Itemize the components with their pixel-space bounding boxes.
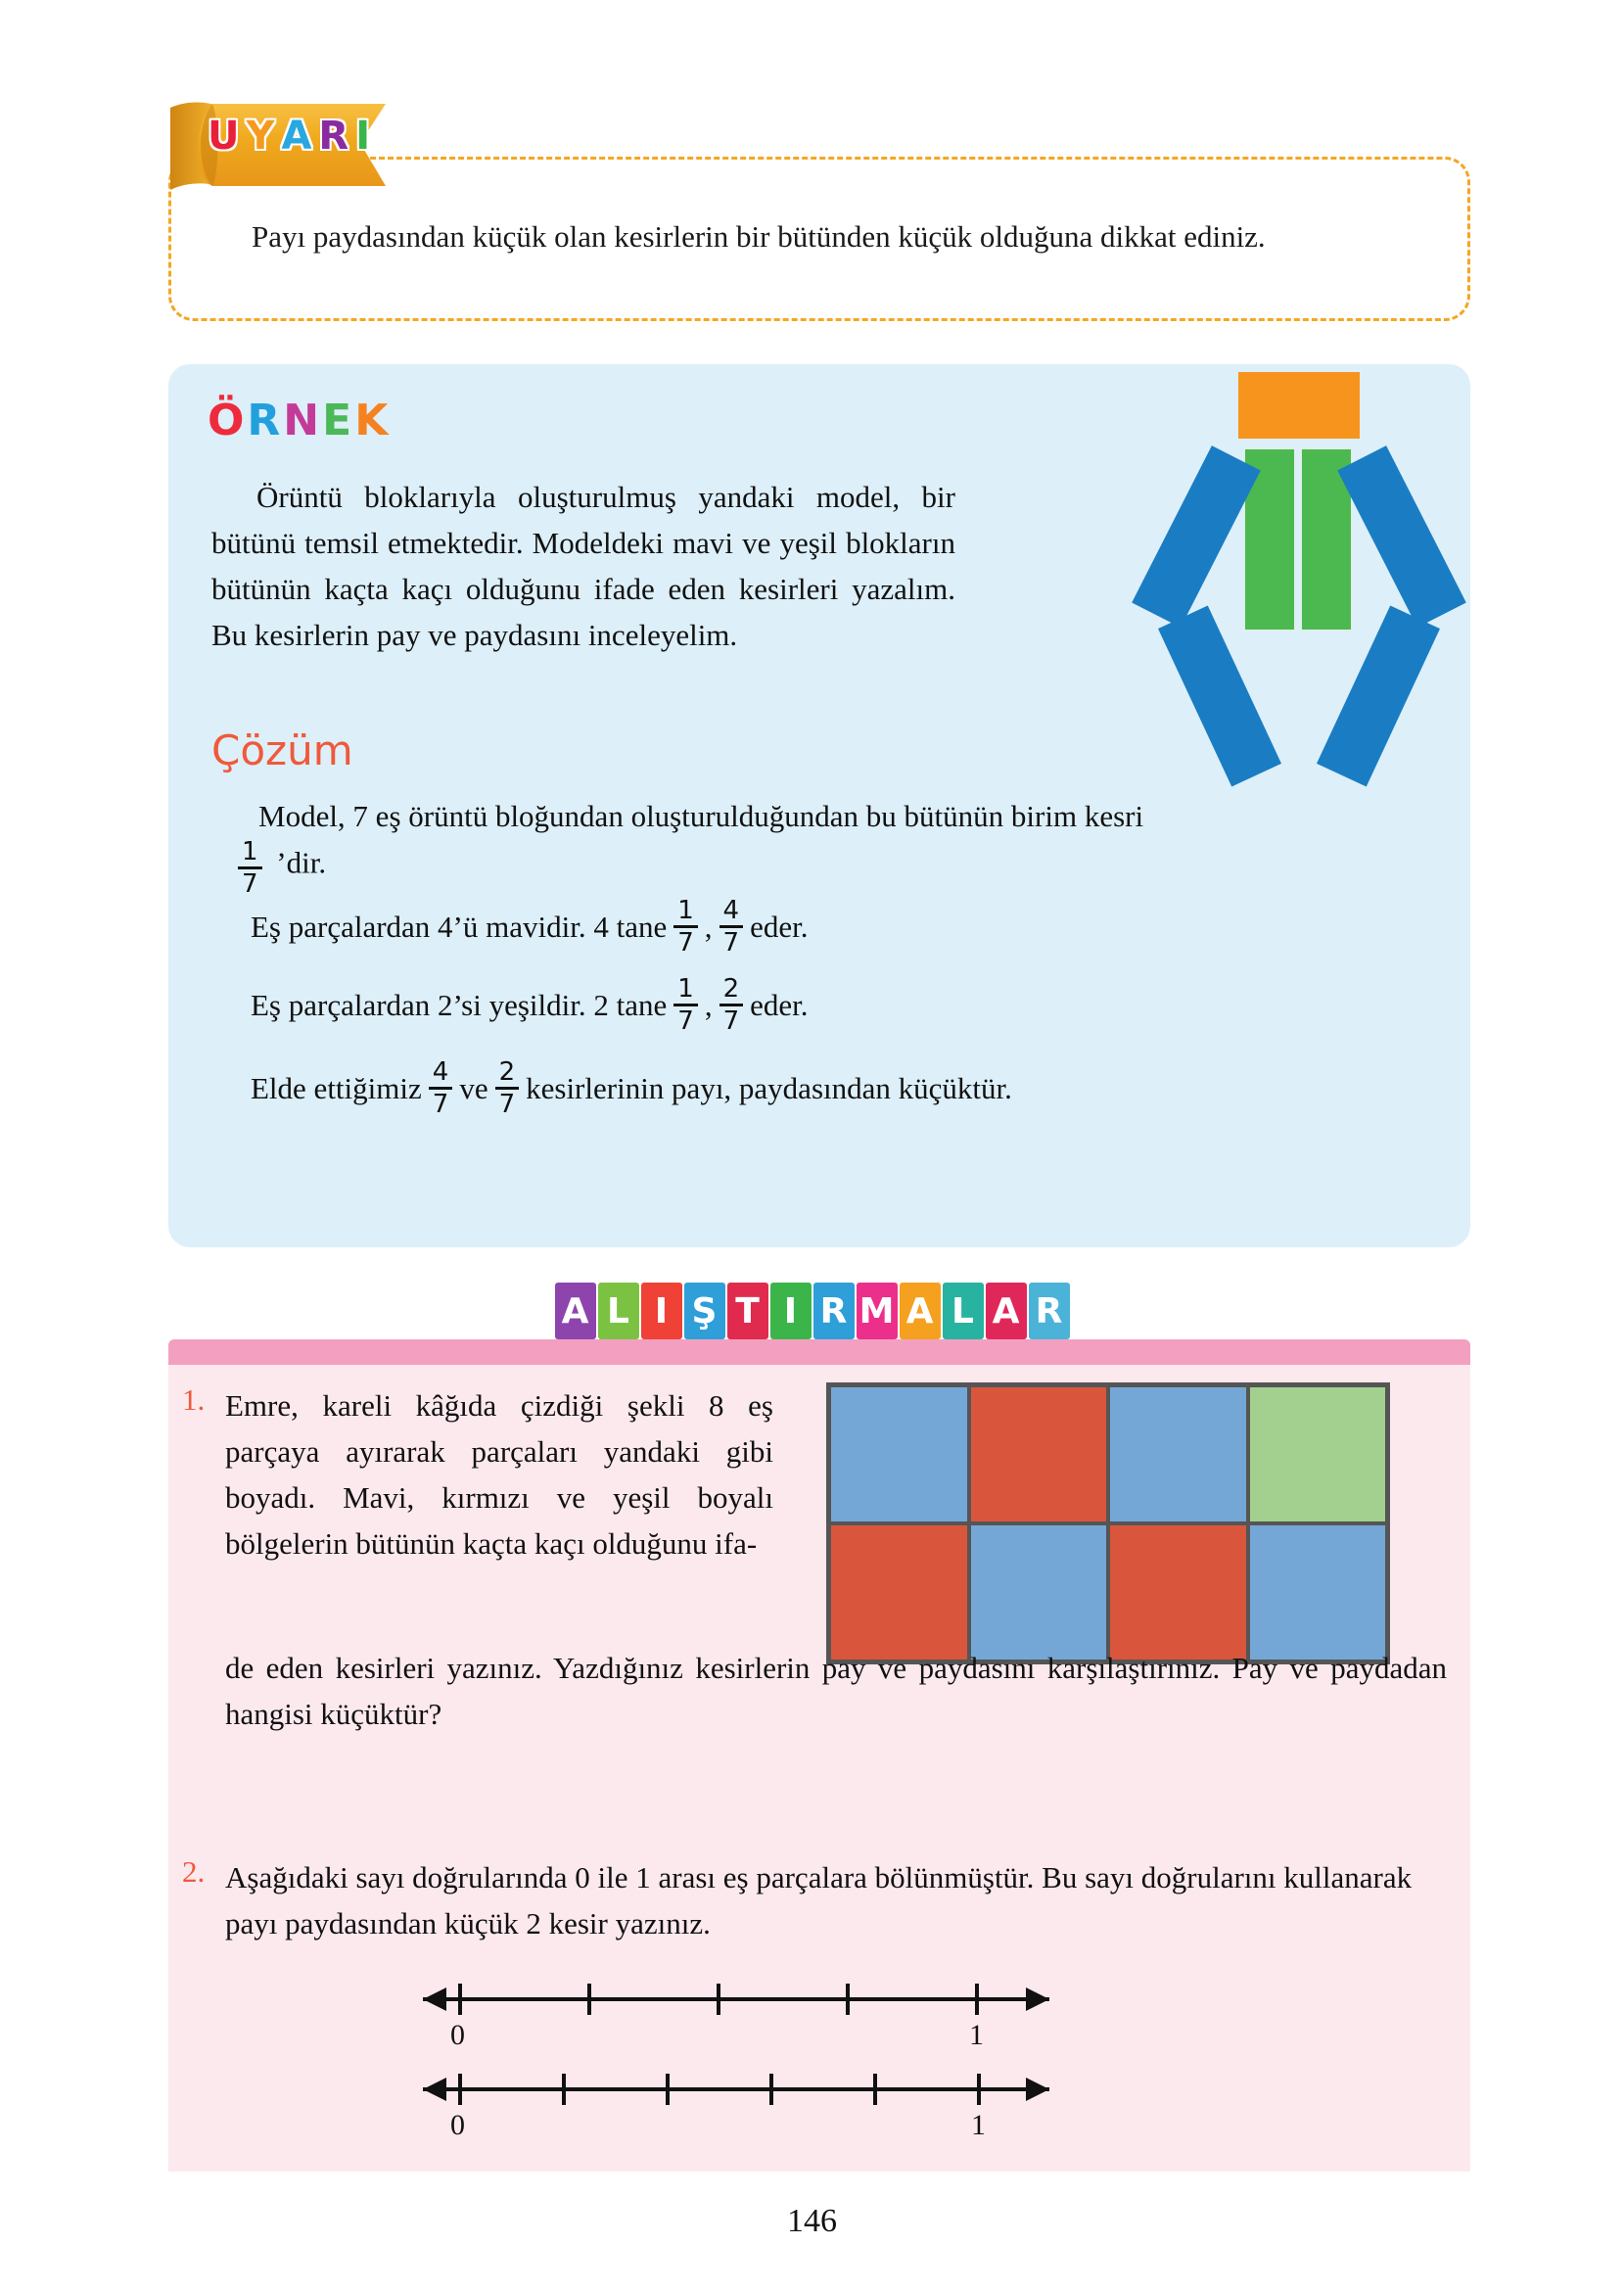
number-line-2-end-label: 1 <box>971 2109 986 2141</box>
exercise-1-text-rest: de eden kesirleri yazınız. Yazdığınız kesirlerin pay ve paydasını karşılaştırınız. Pay ve paydadan hangisi küçüktür? <box>225 1651 1447 1732</box>
exercise-1-grid-cell <box>829 1523 969 1661</box>
fraction-4-7-b: $\frac{4}{7}$ <box>429 1059 453 1117</box>
solution-line-3-text: Eş parçalardan 2’si yeşildir. 2 tane <box>251 987 668 1022</box>
fraction-4-7-a: $\frac{4}{7}$ <box>719 898 744 956</box>
exercises-header-tile: I <box>770 1283 812 1339</box>
exercise-1-grid-cell <box>969 1523 1109 1661</box>
solution-line-3-separator: , <box>704 987 713 1022</box>
warning-section <box>168 114 1470 321</box>
exercises-header-tile: R <box>813 1283 855 1339</box>
exercise-1-grid-cell <box>1108 1385 1248 1523</box>
solution-line-3-suffix: eder. <box>750 987 809 1022</box>
uyari-letter: I <box>355 114 378 159</box>
blue-block-upper-left <box>1132 445 1261 628</box>
solution-line-1-text: Model, 7 eş örüntü bloğundan oluşturulduğundan bu bütünün birim kesri <box>258 799 1144 833</box>
solution-line-2 <box>251 898 808 956</box>
uyari-letter: A <box>281 114 319 159</box>
exercise-1-grid-cell <box>1248 1385 1388 1523</box>
example-title-letter: Ö <box>208 396 248 445</box>
example-title-letter: K <box>354 396 392 445</box>
exercise-1-text-column: Emre, kareli kâğıda çizdiği şekli 8 eş parçaya ayırarak parçaları yandaki gibi boyadı. Mavi, kırmızı ve yeşil boyalı bölgelerin bütünün kaçta kaçı olduğunu ifa- <box>225 1388 773 1562</box>
exercise-1-grid-cell <box>1248 1523 1388 1661</box>
fraction-1-7-a: $\frac{1}{7}$ <box>673 898 698 956</box>
solution-line-1 <box>231 795 1445 900</box>
blue-block-lower-right <box>1317 606 1440 787</box>
fraction-2-7-b: $\frac{2}{7}$ <box>495 1059 520 1117</box>
example-title-letter: E <box>322 396 355 445</box>
solution-line-4-text: Elde ettiğimiz <box>251 1070 422 1105</box>
exercises-header-tile: T <box>727 1283 768 1339</box>
uyari-letter: R <box>318 114 356 159</box>
example-box <box>168 364 1470 1247</box>
exercises-header-tile: A <box>555 1283 596 1339</box>
example-title-letter: R <box>247 396 284 445</box>
solution-title: Çözüm <box>211 726 353 774</box>
exercises-header-tile: R <box>1029 1283 1070 1339</box>
exercises-header-tile: I <box>641 1283 682 1339</box>
page-number: 146 <box>787 2203 837 2239</box>
fraction-one-seventh: $\frac{1}{7}$ <box>238 839 262 897</box>
pattern-block-model <box>1157 364 1470 795</box>
solution-line-2-text: Eş parçalardan 4’ü mavidir. 4 tane <box>251 909 668 944</box>
exercise-1-grid-cell <box>829 1385 969 1523</box>
exercises-header-tile: L <box>943 1283 984 1339</box>
exercise-1-grid <box>826 1382 1390 1664</box>
uyari-label <box>208 114 377 159</box>
example-paragraph: Örüntü bloklarıyla oluşturulmuş yandaki model, bir bütünü temsil etmektedir. Modeldeki mavi ve yeşil blokların bütünün kaçta kaçı olduğunu ifade eden kesirleri yazalım. Bu kesirlerin pay ve paydasını inceleyelim. <box>211 480 955 653</box>
exercises-header-tile: A <box>900 1283 941 1339</box>
exercises-header-tile: Ş <box>684 1283 725 1339</box>
fraction-2-7-a: $\frac{2}{7}$ <box>719 976 744 1034</box>
uyari-letter: U <box>208 114 247 159</box>
uyari-letter: Y <box>246 114 282 159</box>
solution-line-4-suffix: kesirlerinin payı, paydasından küçüktür. <box>526 1070 1012 1105</box>
blue-block-upper-right <box>1337 445 1466 628</box>
exercises-panel <box>168 1365 1470 2172</box>
orange-block <box>1238 372 1360 439</box>
number-line-1-end-label: 1 <box>969 2019 984 2051</box>
example-title-letter: N <box>283 396 323 445</box>
solution-line-4-mid: ve <box>459 1070 488 1105</box>
warning-text: Payı paydasından küçük olan kesirlerin bir bütünden küçük olduğuna dikkat ediniz. <box>252 219 1266 254</box>
exercise-2-number: 2. <box>182 1854 206 1889</box>
solution-line-3 <box>251 976 809 1034</box>
number-line-1-start-label: 0 <box>450 2019 465 2051</box>
solution-line-2-separator: , <box>704 909 713 944</box>
number-line-1 <box>403 1980 1069 2063</box>
solution-line-2-suffix: eder. <box>750 909 809 944</box>
solution-line-1-suffix: ’dir. <box>276 846 327 880</box>
exercise-1-number: 1. <box>182 1382 206 1417</box>
fraction-1-7-b: $\frac{1}{7}$ <box>673 976 698 1034</box>
exercise-1-grid-cell <box>1108 1523 1248 1661</box>
number-line-2-start-label: 0 <box>450 2109 465 2141</box>
number-line-2 <box>403 2070 1069 2153</box>
exercises-header-tile: L <box>598 1283 639 1339</box>
example-title <box>208 396 391 445</box>
exercise-1-grid-cell <box>969 1385 1109 1523</box>
exercises-header-tile: M <box>857 1283 898 1339</box>
exercises-header-tiles <box>0 1283 1624 1339</box>
solution-line-4 <box>251 1059 1012 1117</box>
uyari-flag-icon <box>159 92 452 198</box>
exercises-header-tile: A <box>986 1283 1027 1339</box>
blue-block-lower-left <box>1158 606 1281 787</box>
exercise-2-text: Aşağıdaki sayı doğrularında 0 ile 1 arası eş parçalara bölünmüştür. Bu sayı doğrularını kullanarak payı paydasından küçük 2 kesir yazınız. <box>225 1860 1413 1941</box>
